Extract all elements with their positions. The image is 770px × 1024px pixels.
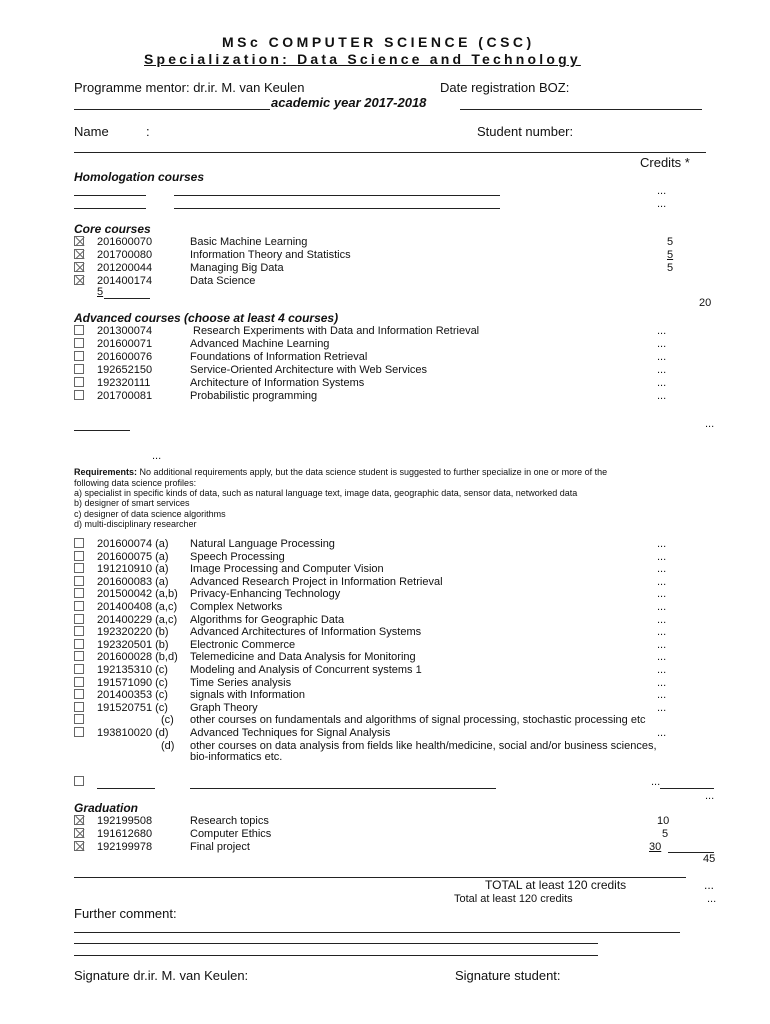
- profile-b: b) designer of smart services: [74, 498, 190, 508]
- course-name: Speech Processing: [190, 551, 285, 563]
- course-credits: ...: [657, 614, 667, 626]
- name-field-line[interactable]: [74, 152, 706, 153]
- elective-checkbox[interactable]: [74, 538, 84, 548]
- elective-checkbox[interactable]: [74, 563, 84, 573]
- homologation-name-line-2[interactable]: [174, 208, 500, 209]
- course-code: 201200044: [97, 262, 153, 274]
- total-small-dots: ...: [707, 893, 717, 905]
- core-checkbox[interactable]: [74, 249, 84, 259]
- course-code: 201400229 (a,c): [97, 614, 178, 626]
- course-credits: ...: [657, 664, 667, 676]
- course-name: Advanced Research Project in Information Retrieval: [190, 576, 443, 588]
- course-name: Modeling and Analysis of Concurrent systems 1: [190, 664, 422, 676]
- elective-blank-code-line[interactable]: [97, 788, 155, 789]
- course-name: signals with Information: [190, 689, 305, 701]
- course-credits: ...: [657, 538, 667, 550]
- course-credits: ...: [657, 727, 667, 739]
- advanced-checkbox[interactable]: [74, 364, 84, 374]
- course-code: 201400353 (c): [97, 689, 168, 701]
- course-name: Complex Networks: [190, 601, 283, 613]
- course-code: 192135310 (c): [97, 664, 168, 676]
- elective-checkbox[interactable]: [74, 677, 84, 687]
- course-code: 192320111: [97, 377, 151, 389]
- course-credits: 5: [667, 249, 674, 261]
- course-code: 201600028 (b,d): [97, 651, 178, 663]
- course-credits: ...: [657, 689, 667, 701]
- profile-d: d) multi-disciplinary researcher: [74, 519, 197, 529]
- course-code: 201600076: [97, 351, 153, 363]
- course-credits: ...: [657, 702, 667, 714]
- graduation-checkbox[interactable]: [74, 815, 84, 825]
- homologation-code-line-1[interactable]: [74, 195, 146, 196]
- course-code: 201700081: [97, 390, 153, 402]
- course-credits: ...: [657, 390, 667, 402]
- signature-mentor-label: Signature dr.ir. M. van Keulen:: [74, 968, 249, 983]
- course-credits: 10: [657, 815, 670, 827]
- course-code: 201400174: [97, 275, 153, 287]
- course-name: Data Science: [190, 275, 256, 287]
- page-title: MSc COMPUTER SCIENCE (CSC): [222, 34, 535, 50]
- graduation-heading: Graduation: [74, 801, 139, 815]
- course-credits: ...: [657, 325, 667, 337]
- total-dots: ...: [704, 878, 715, 892]
- course-name: Information Theory and Statistics: [190, 249, 351, 261]
- course-credits: 5: [667, 262, 674, 274]
- student-number-label: Student number:: [477, 124, 574, 139]
- course-name: Research Experiments with Data and Information Retrieval: [193, 325, 480, 337]
- programme-mentor: Programme mentor: dr.ir. M. van Keulen: [74, 80, 305, 95]
- graduation-checkbox[interactable]: [74, 828, 84, 838]
- course-name: Algorithms for Geographic Data: [190, 614, 345, 626]
- course-credits: ...: [657, 626, 667, 638]
- course-credits: ...: [657, 677, 667, 689]
- requirements-line-1: Requirements: No additional requirements apply, but the data science student is suggested to further specialize in one or more of the: [74, 467, 608, 477]
- date-registration-label: Date registration BOZ:: [440, 80, 570, 95]
- elective-checkbox[interactable]: [74, 576, 84, 586]
- course-name: Graph Theory: [190, 702, 258, 714]
- course-code: 201700080: [97, 249, 153, 261]
- course-name: Service-Oriented Architecture with Web Services: [190, 364, 427, 376]
- homologation-credits-2: ...: [657, 198, 667, 210]
- core-checkbox[interactable]: [74, 275, 84, 285]
- requirements-line-2: following data science profiles:: [74, 478, 197, 488]
- course-credits: 5: [662, 828, 669, 840]
- course-credits: ...: [657, 377, 667, 389]
- comment-line-3[interactable]: [74, 955, 598, 956]
- advanced-extra: ...: [152, 450, 162, 462]
- course-code: 201600071: [97, 338, 153, 350]
- homologation-code-line-2[interactable]: [74, 208, 146, 209]
- course-name: Image Processing and Computer Vision: [190, 563, 384, 575]
- course-credits: ...: [657, 651, 667, 663]
- course-code: 201600075 (a): [97, 551, 169, 563]
- advanced-checkbox[interactable]: [74, 390, 84, 400]
- course-credits: ...: [657, 338, 667, 350]
- course-name: Natural Language Processing: [190, 538, 335, 550]
- course-code: 192199978: [97, 841, 153, 853]
- course-credits: 5: [667, 236, 674, 248]
- total-small-label: Total at least 120 credits: [454, 893, 573, 905]
- course-credits: ...: [657, 601, 667, 613]
- course-code: 201500042 (a,b): [97, 588, 178, 600]
- course-code: 201400408 (a,c): [97, 601, 178, 613]
- course-name: Time Series analysis: [190, 677, 292, 689]
- course-code: 192199508: [97, 815, 153, 827]
- course-code: 192320220 (b): [97, 626, 169, 638]
- course-name: Computer Ethics: [190, 828, 272, 840]
- comment-line-1[interactable]: [74, 932, 680, 933]
- course-name: Foundations of Information Retrieval: [190, 351, 368, 363]
- advanced-checkbox[interactable]: [74, 377, 84, 387]
- course-code: 191520751 (c): [97, 702, 168, 714]
- course-name: Telemedicine and Data Analysis for Monitoring: [190, 651, 416, 663]
- electives-subtotal: ...: [705, 790, 715, 802]
- core-heading: Core courses: [74, 222, 151, 236]
- elective-checkbox[interactable]: [74, 639, 84, 649]
- course-credits: ...: [657, 551, 667, 563]
- course-code: 191210910 (a): [97, 563, 169, 575]
- course-code: (d): [161, 740, 175, 752]
- course-name: Basic Machine Learning: [190, 236, 308, 248]
- elective-checkbox[interactable]: [74, 664, 84, 674]
- graduation-subtotal: 45: [703, 853, 716, 865]
- elective-blank-name-line[interactable]: [190, 788, 496, 789]
- course-name: Probabilistic programming: [190, 390, 318, 402]
- course-code: 201600083 (a): [97, 576, 169, 588]
- homologation-name-line-1[interactable]: [174, 195, 500, 196]
- course-name: Architecture of Information Systems: [190, 377, 365, 389]
- advanced-checkbox[interactable]: [74, 338, 84, 348]
- elective-checkbox[interactable]: [74, 614, 84, 624]
- course-code: 192320501 (b): [97, 639, 169, 651]
- course-code: 201600070: [97, 236, 153, 248]
- course-credits: ...: [657, 639, 667, 651]
- total-label: TOTAL at least 120 credits: [485, 878, 627, 892]
- page-subtitle: Specialization: Data Science and Technology: [144, 51, 581, 67]
- advanced-subtotal: ...: [705, 418, 715, 430]
- course-code: 193810020 (d): [97, 727, 169, 739]
- elective-checkbox[interactable]: [74, 702, 84, 712]
- elective-checkbox[interactable]: [74, 651, 84, 661]
- course-name: Managing Big Data: [190, 262, 284, 274]
- profile-c: c) designer of data science algorithms: [74, 509, 226, 519]
- name-label: Name: [74, 124, 109, 139]
- elective-checkbox[interactable]: [74, 727, 84, 737]
- course-code: 201600074 (a): [97, 538, 169, 550]
- course-credits: ...: [657, 588, 667, 600]
- advanced-heading: Advanced courses (choose at least 4 courses): [74, 311, 339, 325]
- elective-blank-checkbox[interactable]: [74, 776, 84, 786]
- course-name: Final project: [190, 841, 250, 853]
- course-credits: 30: [649, 841, 662, 853]
- further-comment-label: Further comment:: [74, 906, 177, 921]
- course-code: (c): [161, 714, 174, 726]
- course-name: Advanced Techniques for Signal Analysis: [190, 727, 391, 739]
- course-code: 191571090 (c): [97, 677, 168, 689]
- course-name: other courses on fundamentals and algorithms of signal processing, stochastic processing etc: [190, 714, 646, 726]
- elective-checkbox[interactable]: [74, 551, 84, 561]
- comment-line-2[interactable]: [74, 943, 598, 944]
- course-code: 192652150: [97, 364, 153, 376]
- elective-checkbox[interactable]: [74, 626, 84, 636]
- elective-checkbox[interactable]: [74, 689, 84, 699]
- elective-continuation: bio-informatics etc.: [190, 751, 283, 763]
- course-name: Privacy-Enhancing Technology: [190, 588, 341, 600]
- advanced-checkbox[interactable]: [74, 351, 84, 361]
- homologation-heading: Homologation courses: [74, 170, 205, 184]
- course-name: Advanced Machine Learning: [190, 338, 330, 350]
- profile-a: a) specialist in specific kinds of data, such as natural language text, image data, geographic data, sensor data, networked data: [74, 488, 578, 498]
- core-checkbox[interactable]: [74, 236, 84, 246]
- credits-label: Credits *: [640, 155, 690, 170]
- advanced-checkbox[interactable]: [74, 325, 84, 335]
- course-name: Research topics: [190, 815, 269, 827]
- graduation-checkbox[interactable]: [74, 841, 84, 851]
- course-code: 191612680: [97, 828, 153, 840]
- elective-checkbox[interactable]: [74, 714, 84, 724]
- core-subtotal: 20: [699, 297, 712, 309]
- elective-blank-credits: ...: [651, 776, 661, 788]
- course-name: other courses on data analysis from fields like health/medicine, social and/or business sciences,: [190, 740, 657, 752]
- course-name: Electronic Commerce: [190, 639, 296, 651]
- course-credits: ...: [657, 364, 667, 376]
- academic-year: academic year 2017-2018: [271, 95, 427, 110]
- course-name: Advanced Architectures of Information Systems: [190, 626, 422, 638]
- homologation-credits-1: ...: [657, 185, 667, 197]
- name-colon: :: [146, 124, 150, 139]
- elective-checkbox[interactable]: [74, 588, 84, 598]
- signature-student-label: Signature student:: [455, 968, 561, 983]
- course-credits: ...: [657, 563, 667, 575]
- elective-checkbox[interactable]: [74, 601, 84, 611]
- course-credits: ...: [657, 351, 667, 363]
- core-checkbox[interactable]: [74, 262, 84, 272]
- core-extra-credit: 5: [97, 286, 104, 298]
- course-credits: ...: [657, 576, 667, 588]
- course-code: 201300074: [97, 325, 153, 337]
